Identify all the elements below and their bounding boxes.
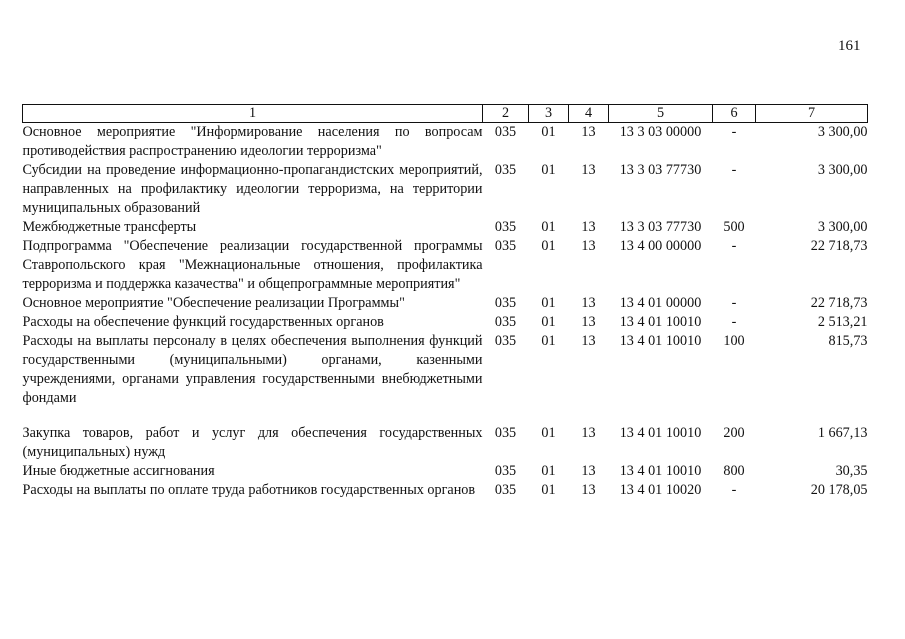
- row-ministry-code: 035: [494, 425, 517, 441]
- table-row: [23, 481, 868, 500]
- row-amount: 20 178,05: [810, 482, 868, 498]
- spacer-row: [23, 408, 868, 424]
- row-expense-type: -: [731, 314, 737, 330]
- row-ministry-code: 035: [494, 333, 517, 349]
- row-target-article: 13 4 01 10010: [619, 333, 702, 349]
- column-header-3: 3: [529, 105, 569, 123]
- row-name: Субсидии на проведение информационно-пропагандистских мероприятий, направленных на профилактику идеологии терроризма, на территории муниципальных образований: [22, 162, 483, 216]
- table-row: [23, 237, 868, 294]
- row-name: Основное мероприятие "Информирование населения по вопросам противодействия распространению идеологии терроризма": [22, 124, 483, 159]
- row-subsection-code: 13: [581, 314, 596, 330]
- row-amount: 22 718,73: [810, 238, 868, 254]
- row-target-article: 13 3 03 77730: [619, 162, 702, 178]
- row-ministry-code: 035: [494, 238, 517, 254]
- row-ministry-code: 035: [494, 162, 517, 178]
- row-amount: 815,73: [828, 333, 868, 349]
- row-target-article: 13 3 03 77730: [619, 219, 702, 235]
- row-subsection-code: 13: [581, 124, 596, 140]
- row-subsection-code: 13: [581, 463, 596, 479]
- row-amount: 3 300,00: [817, 219, 868, 235]
- budget-table: [22, 104, 868, 500]
- row-subsection-code: 13: [581, 295, 596, 311]
- row-section-code: 01: [541, 238, 556, 254]
- row-target-article: 13 4 01 10010: [619, 425, 702, 441]
- row-section-code: 01: [541, 295, 556, 311]
- row-section-code: 01: [541, 162, 556, 178]
- row-subsection-code: 13: [581, 238, 596, 254]
- row-name: Межбюджетные трансферты: [22, 219, 197, 235]
- table-row: [23, 313, 868, 332]
- spacer-cell: [23, 408, 868, 424]
- row-subsection-code: 13: [581, 482, 596, 498]
- row-expense-type: -: [731, 124, 737, 140]
- row-target-article: 13 4 01 00000: [619, 295, 702, 311]
- row-amount: 1 667,13: [817, 425, 868, 441]
- row-ministry-code: 035: [494, 219, 517, 235]
- row-ministry-code: 035: [494, 124, 517, 140]
- row-amount: 3 300,00: [817, 162, 868, 178]
- column-header-1: 1: [23, 105, 483, 123]
- row-amount: 30,35: [835, 463, 868, 479]
- row-name: Подпрограмма "Обеспечение реализации государственной программы Ставропольского края "Межнациональные отношения, профилактика терроризма и поддержка казачества" и общепрограммные мероприятия": [22, 238, 483, 292]
- page-number: 161: [838, 38, 861, 54]
- column-header-4: 4: [569, 105, 609, 123]
- row-subsection-code: 13: [581, 425, 596, 441]
- table-row: [23, 332, 868, 408]
- row-target-article: 13 4 01 10010: [619, 463, 702, 479]
- row-expense-type: -: [731, 295, 737, 311]
- row-section-code: 01: [541, 463, 556, 479]
- column-header-2: 2: [483, 105, 529, 123]
- row-section-code: 01: [541, 333, 556, 349]
- table-header-row: [23, 105, 868, 123]
- row-subsection-code: 13: [581, 162, 596, 178]
- row-target-article: 13 4 01 10010: [619, 314, 702, 330]
- row-subsection-code: 13: [581, 219, 596, 235]
- row-amount: 3 300,00: [817, 124, 868, 140]
- row-name: Расходы на обеспечение функций государственных органов: [22, 314, 384, 330]
- column-header-7: 7: [756, 105, 868, 123]
- row-name: Расходы на выплаты персоналу в целях обеспечения выполнения функций государственными (муниципальными) органами, казенными учреждениями, органами управления государственными внебюджетными фондами: [22, 333, 483, 406]
- row-amount: 2 513,21: [817, 314, 868, 330]
- row-section-code: 01: [541, 482, 556, 498]
- row-expense-type: -: [731, 162, 737, 178]
- row-section-code: 01: [541, 124, 556, 140]
- row-ministry-code: 035: [494, 314, 517, 330]
- row-name: Иные бюджетные ассигнования: [22, 463, 215, 479]
- row-name: Основное мероприятие "Обеспечение реализации Программы": [22, 295, 405, 311]
- table-row: [23, 294, 868, 313]
- row-expense-type: 500: [723, 219, 745, 235]
- row-expense-type: 800: [723, 463, 745, 479]
- row-target-article: 13 3 03 00000: [619, 124, 702, 140]
- row-section-code: 01: [541, 314, 556, 330]
- column-header-6: 6: [713, 105, 756, 123]
- table-row: [23, 161, 868, 218]
- table-row: [23, 123, 868, 162]
- row-target-article: 13 4 00 00000: [619, 238, 702, 254]
- column-header-5: 5: [609, 105, 713, 123]
- row-subsection-code: 13: [581, 333, 596, 349]
- row-expense-type: -: [731, 482, 737, 498]
- row-ministry-code: 035: [494, 463, 517, 479]
- row-name: Расходы на выплаты по оплате труда работников государственных органов: [22, 482, 476, 498]
- table-row: [23, 424, 868, 462]
- row-expense-type: -: [731, 238, 737, 254]
- row-section-code: 01: [541, 425, 556, 441]
- row-expense-type: 100: [723, 333, 745, 349]
- row-ministry-code: 035: [494, 295, 517, 311]
- row-target-article: 13 4 01 10020: [619, 482, 702, 498]
- table-row: [23, 218, 868, 237]
- row-section-code: 01: [541, 219, 556, 235]
- row-ministry-code: 035: [494, 482, 517, 498]
- table-row: [23, 462, 868, 481]
- row-expense-type: 200: [723, 425, 745, 441]
- row-amount: 22 718,73: [810, 295, 868, 311]
- row-name: Закупка товаров, работ и услуг для обеспечения государственных (муниципальных) нужд: [22, 425, 483, 460]
